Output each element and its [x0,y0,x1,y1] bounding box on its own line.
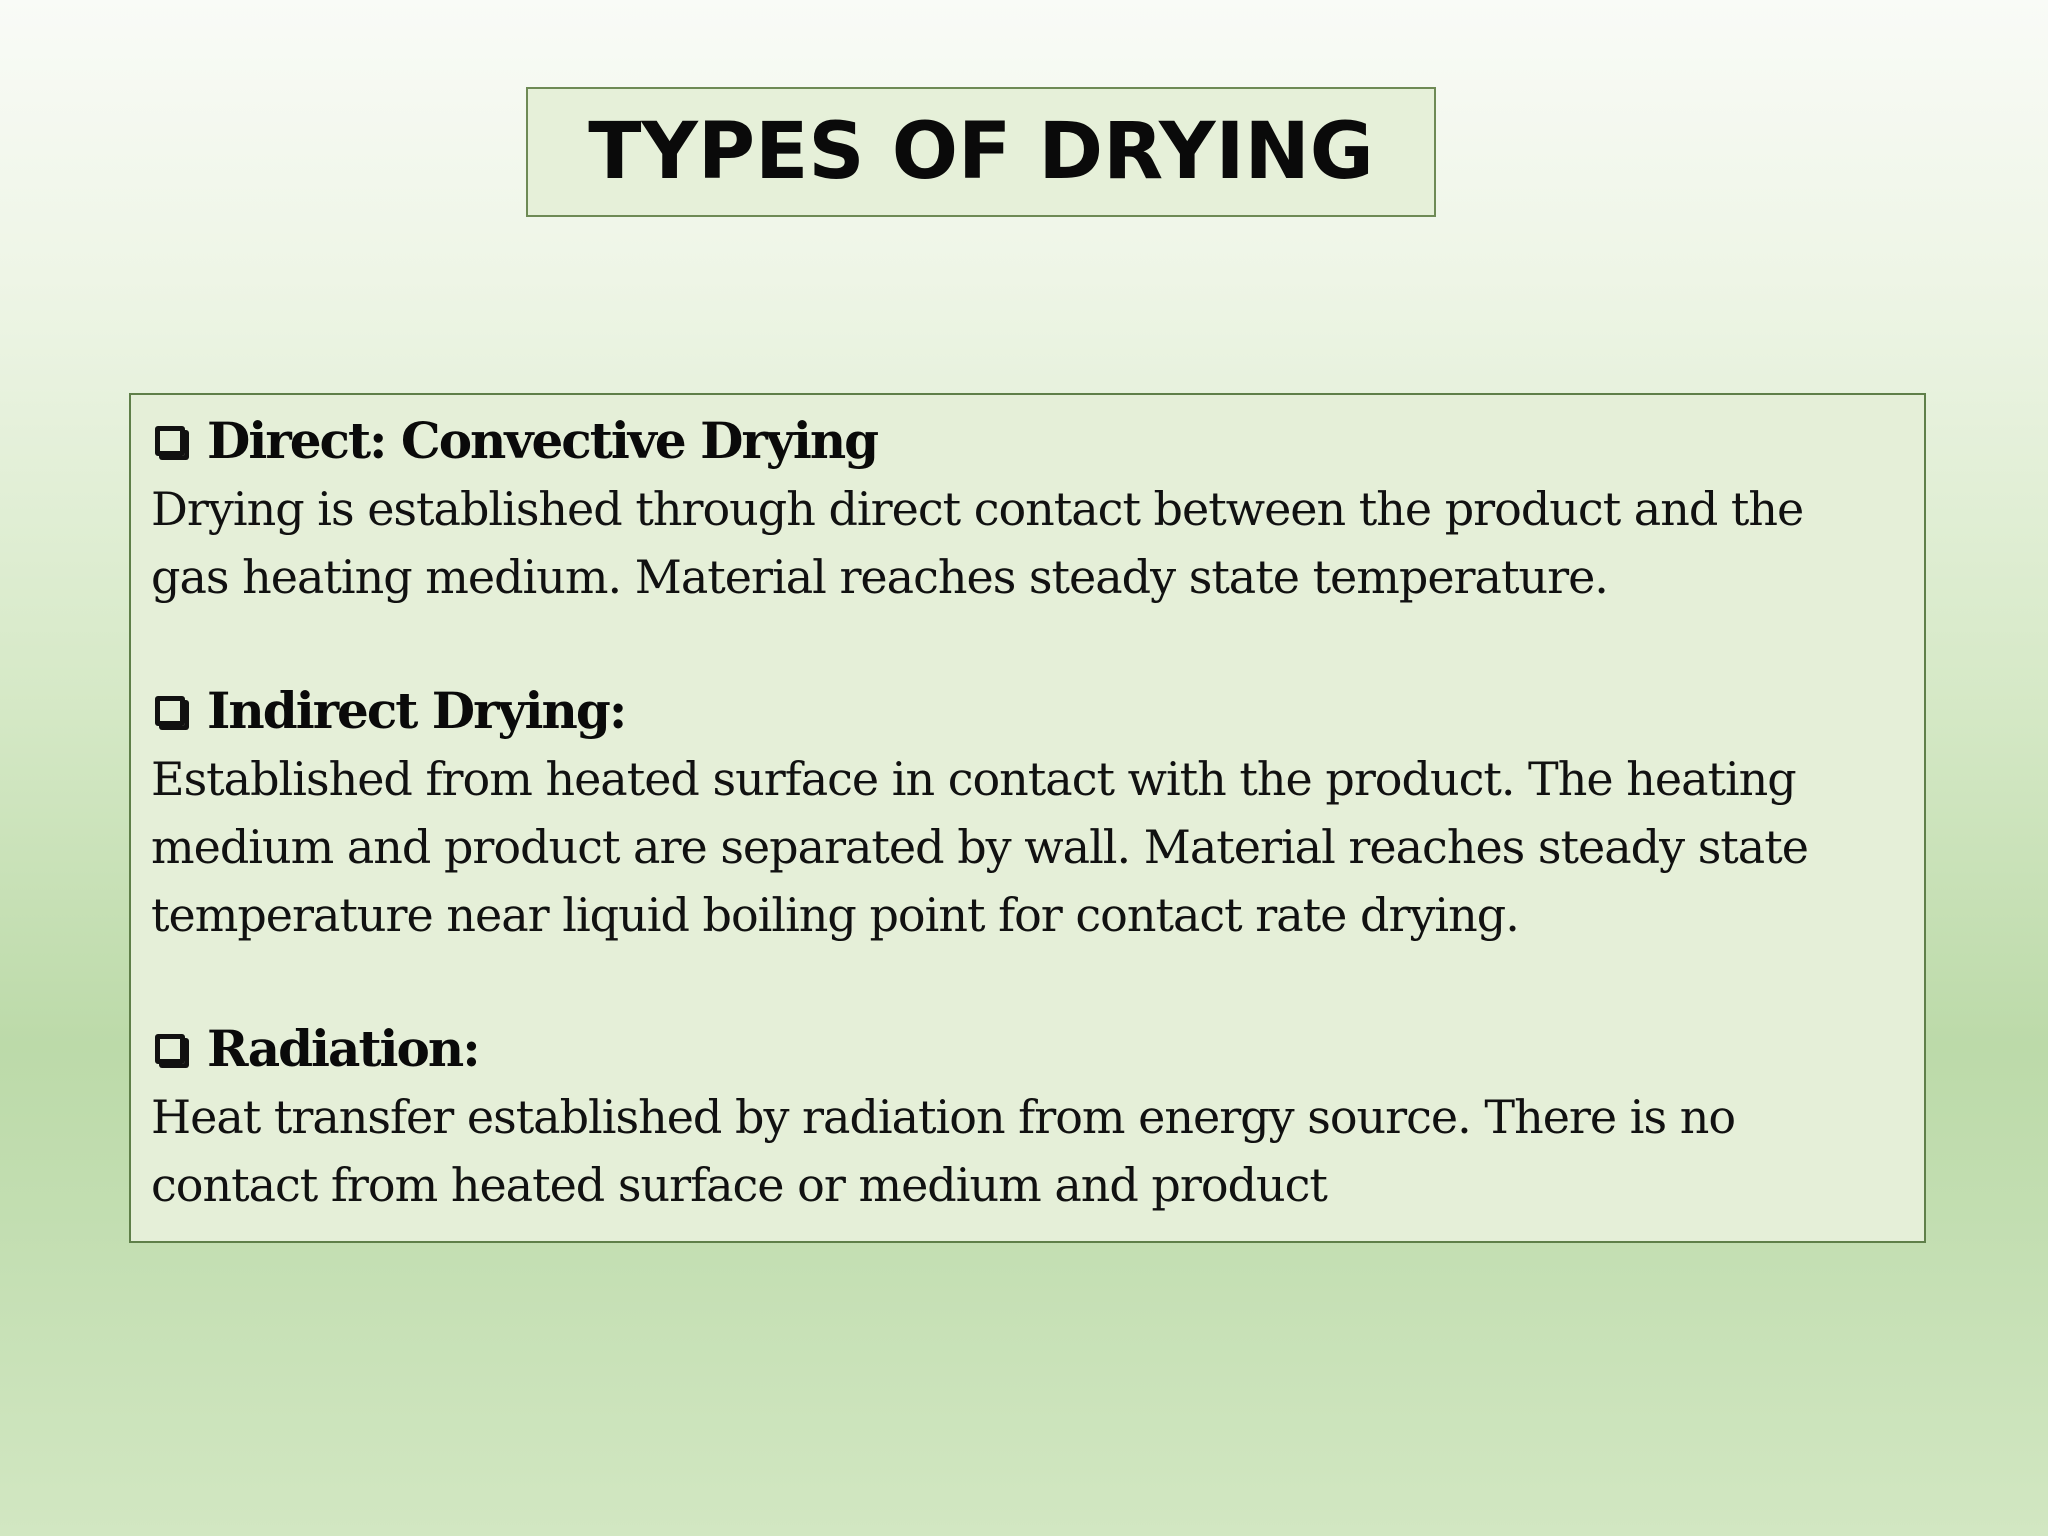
slide-title: TYPES OF DRYING [588,107,1374,197]
section-radiation [151,1015,1904,1219]
checkbox-square-icon [155,1034,185,1064]
section-heading-text: Indirect Drying: [207,681,626,740]
section-heading [151,677,1904,745]
section-body: Heat transfer established by radiation from energy source. There is no contact from heated surface or medium and product [151,1090,1736,1212]
section-direct-drying [151,407,1904,611]
section-heading [151,1015,1904,1083]
section-body: Drying is established through direct contact between the product and the gas heating medium. Material reaches steady state temperature. [151,482,1804,604]
title-box [526,87,1436,217]
checkbox-square-icon [155,426,185,456]
section-heading [151,407,1904,475]
content-box [129,393,1926,1243]
section-indirect-drying [151,677,1904,949]
section-body: Established from heated surface in contact with the product. The heating medium and product are separated by wall. Material reaches steady state temperature near liquid boiling point for contact rate drying. [151,752,1808,942]
checkbox-square-icon [155,696,185,726]
section-heading-text: Direct: Convective Drying [207,411,878,470]
section-heading-text: Radiation: [207,1019,479,1078]
